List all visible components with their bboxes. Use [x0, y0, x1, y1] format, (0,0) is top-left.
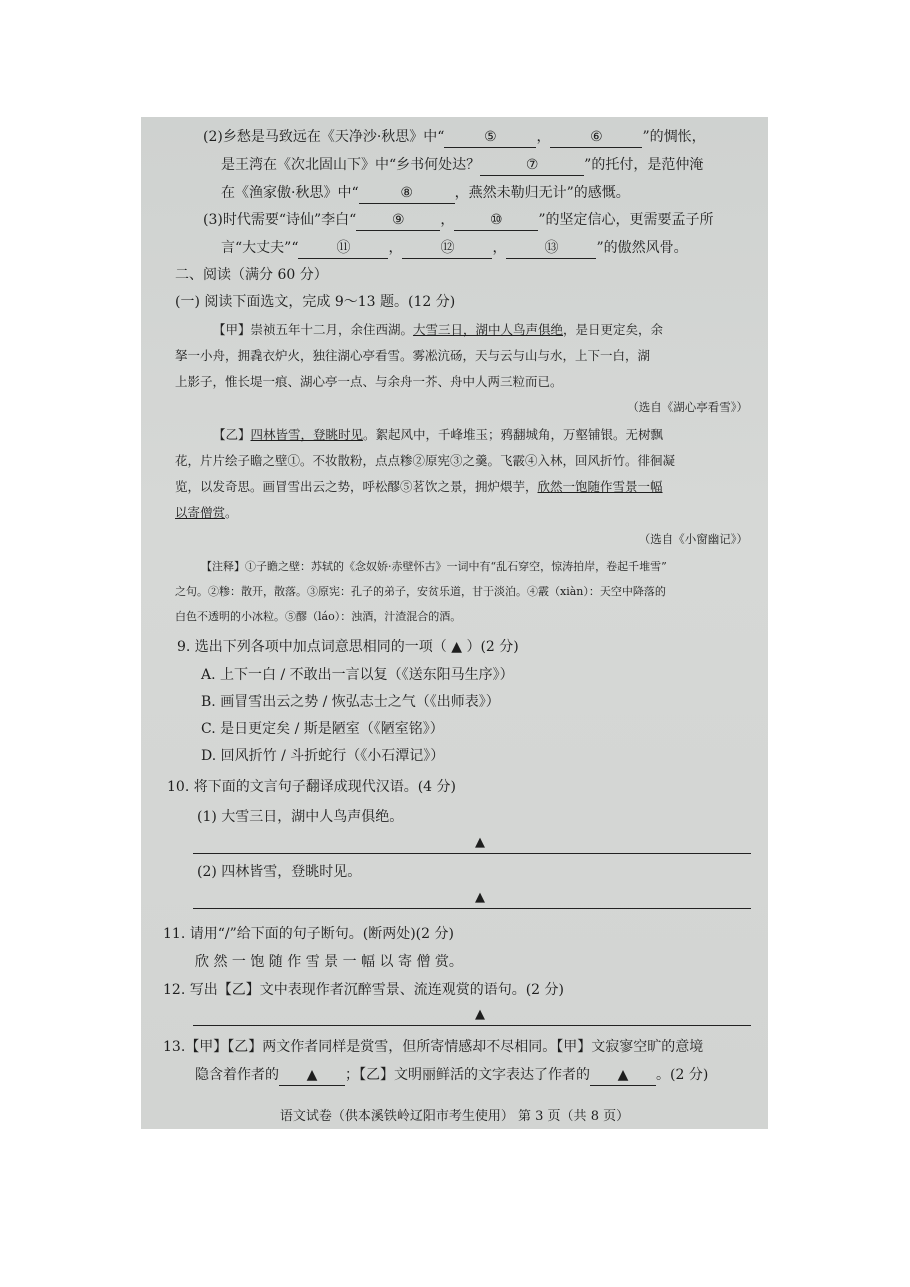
answer-blank-8[interactable]: ⑧ [359, 183, 455, 204]
passage-jia-source: （选自《湖心亭看雪》） [627, 400, 748, 414]
q2-line-2 [221, 155, 703, 176]
answer-line-q12[interactable] [193, 1025, 751, 1026]
answer-blank-q13-1[interactable]: ▲ [279, 1065, 345, 1086]
passage-text: 览，以发奇思。画冒雪出云之势，呼松醪⑤茗饮之景，拥炉煨芋， [175, 479, 538, 494]
q13-line-2 [195, 1065, 708, 1086]
answer-line-q10-1[interactable] [193, 853, 751, 854]
answer-line-q10-2[interactable] [193, 908, 751, 909]
q9-option-c[interactable]: C. 是日更定矣 / 斯是陋室（《陋室铭》） [201, 721, 444, 737]
q3-text: ”的傲然风骨。 [596, 240, 688, 256]
q3-text: 言“大丈夫”“ [221, 240, 299, 256]
q2-text: (2)乡愁是马致远在《天净沙·秋思》中“ [203, 129, 445, 145]
answer-mark-icon: ▲ [475, 835, 485, 850]
answer-blank-10[interactable]: ⑩ [454, 210, 538, 231]
answer-blank-12[interactable]: ⑫ [402, 238, 492, 259]
answer-mark-icon: ▲ [475, 890, 485, 905]
q2-text: ”的托付，是范仲淹 [584, 157, 704, 173]
passage-text: 。絮起风中，千峰堆玉；鸦翻城角，万壑铺银。无树飘 [363, 427, 664, 442]
notes-line-2: 之句。②糁：散开，散落。③原宪：孔子的弟子，安贫乐道，甘于淡泊。④霰（xiàn）：天空中降落的 [175, 585, 666, 598]
q9-option-b[interactable]: B. 画冒雪出云之势 / 恢弘志士之气（《出师表》） [201, 694, 500, 710]
underlined-sentence: 大雪三日，湖中人鸟声俱绝 [413, 322, 564, 337]
passage-yi-line-1 [213, 425, 663, 445]
q11-stem: 11. 请用“/”给下面的句子断句。(断两处)(2 分) [163, 926, 454, 942]
q3-text: ”的坚定信心，更需要孟子所 [538, 212, 714, 228]
q2-text: 在《渔家傲·秋思》中“ [221, 185, 359, 201]
q3-line-1 [203, 210, 713, 231]
underlined-sentence: 欣然一饱随作雪景一幅 [537, 479, 663, 494]
q2-text: ”的惆怅， [642, 129, 706, 145]
q2-text: ，燕然未勒归无计”的感慨。 [454, 185, 630, 201]
passage-jia-line-1 [213, 320, 663, 340]
q10-sentence-1: (1) 大雪三日，湖中人鸟声俱绝。 [197, 809, 404, 825]
answer-blank-q13-2[interactable]: ▲ [590, 1065, 656, 1086]
answer-blank-6[interactable]: ⑥ [550, 127, 642, 148]
answer-blank-13[interactable]: ⑬ [506, 238, 596, 259]
exam-page [141, 117, 768, 1129]
q13-line-1: 13.【甲】【乙】两文作者同样是赏雪，但所寄情感却不尽相同。【甲】文寂寥空旷的意境 [163, 1039, 704, 1055]
underlined-sentence: 四林皆雪，登眺时见 [250, 427, 364, 442]
q10-sentence-2: (2) 四林皆雪，登眺时见。 [197, 864, 362, 880]
passage-yi-line-3 [175, 477, 663, 497]
answer-blank-11[interactable]: ⑪ [298, 238, 388, 259]
q2-line-3 [221, 183, 630, 204]
q13-text: 隐含着作者的 [195, 1067, 279, 1083]
answer-blank-9[interactable]: ⑨ [356, 210, 440, 231]
section-heading: 二、阅读（满分 60 分） [175, 267, 328, 283]
q9-stem: 9. 选出下列各项中加点词意思相同的一项（ ▲ ）(2 分) [177, 639, 519, 655]
answer-blank-7[interactable]: ⑦ [480, 155, 584, 176]
q3-text: ， [492, 240, 507, 256]
passage-text: 。 [225, 505, 238, 520]
q9-option-a[interactable]: A. 上下一白 / 不敢出一言以复（《送东阳马生序》） [201, 667, 514, 683]
answer-blank-5[interactable]: ⑤ [444, 127, 536, 148]
q13-text: ；【乙】文明丽鲜活的文字表达了作者的 [345, 1067, 590, 1083]
passage-jia-line-2: 拏一小舟，拥毳衣炉火，独往湖心亭看雪。雾凇沆砀，天与云与山与水，上下一白，湖 [175, 348, 651, 363]
notes-line-3: 白色不透明的小冰粒。⑤醪（láo）：浊酒，汁渣混合的酒。 [175, 610, 462, 623]
passage-yi-line-4 [175, 503, 238, 523]
page-footer: 语文试卷（供本溪铁岭辽阳市考生使用） 第 3 页（共 8 页） [279, 1109, 630, 1124]
reading-part-heading: (一) 阅读下面选文，完成 9～13 题。(12 分) [175, 294, 456, 310]
underlined-sentence: 以寄僧赏 [175, 505, 226, 520]
passage-jia-line-3: 上影子，惟长堤一痕、湖心亭一点、与余舟一芥、舟中人两三粒而已。 [175, 374, 563, 389]
answer-mark-icon: ▲ [475, 1007, 485, 1022]
passage-text: ，是日更定矣，余 [563, 322, 664, 337]
q2-text: 是王湾在《次北固山下》中“乡书何处达？ [221, 157, 481, 173]
q9-option-d[interactable]: D. 回风折竹 / 斗折蛇行（《小石潭记》） [201, 748, 445, 764]
q13-text: 。(2 分) [656, 1067, 709, 1083]
notes-line-1: 【注释】①子瞻之壁：苏轼的《念奴娇·赤壁怀古》一词中有“乱石穿空，惊涛拍岸，卷起千堆雪” [201, 560, 667, 573]
q2-line-1 [203, 127, 706, 148]
q3-text: (3)时代需要“诗仙”李白“ [203, 212, 357, 228]
passage-text: 【乙】 [213, 427, 251, 442]
q2-text: ， [536, 129, 551, 145]
q10-stem: 10. 将下面的文言句子翻译成现代汉语。(4 分) [167, 779, 456, 795]
q3-text: ， [388, 240, 403, 256]
passage-yi-line-2: 花，片片绘子瞻之壁①。不妆散粉，点点糁②原宪③之羹。飞霰④入林，回风折竹。徘徊凝 [175, 453, 676, 468]
q11-sentence[interactable]: 欣 然 一 饱 随 作 雪 景 一 幅 以 寄 僧 赏。 [195, 954, 463, 970]
q3-text: ， [440, 212, 455, 228]
passage-text: 【甲】崇祯五年十二月，余住西湖。 [213, 322, 414, 337]
passage-yi-source: （选自《小窗幽记》） [638, 532, 748, 546]
q12-stem: 12. 写出【乙】文中表现作者沉醉雪景、流连观赏的语句。(2 分) [163, 982, 564, 998]
q3-line-2 [221, 238, 688, 259]
